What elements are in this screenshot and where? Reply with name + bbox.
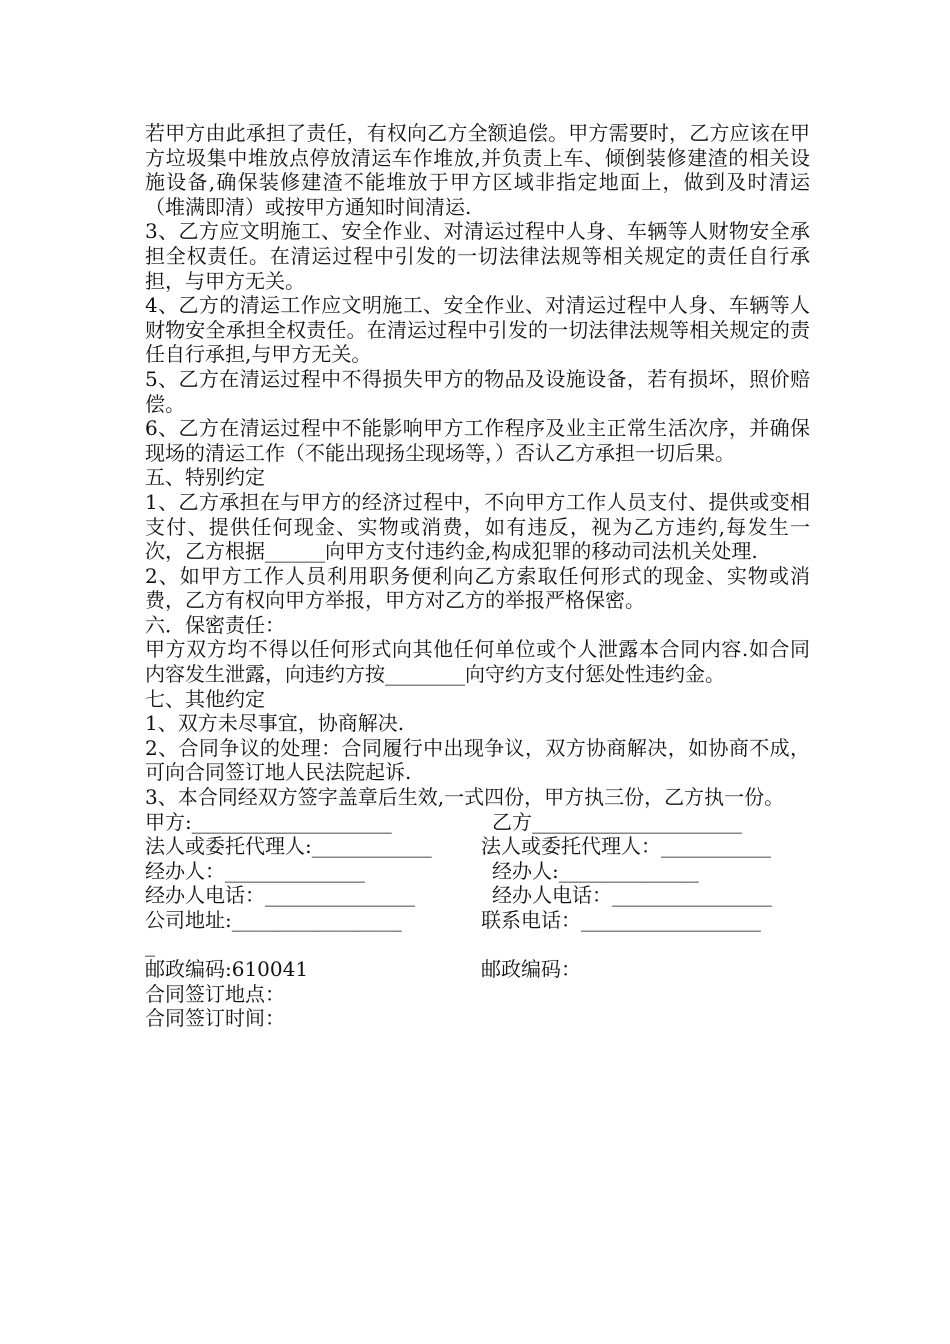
signature-block bbox=[145, 810, 810, 1031]
handler-phone-b-field: 经办人电话：________________ bbox=[492, 883, 772, 908]
signature-row-parties bbox=[145, 810, 810, 835]
legal-rep-a-field: 法人或委托代理人:____________ bbox=[145, 834, 432, 859]
handler-phone-a-field: 经办人电话：_______________ bbox=[145, 883, 415, 908]
clause-5-1: 1、乙方承担在与甲方的经济过程中，不向甲方工作人员支付、提供或变相支付、提供任何现金、实物或消费，如有违反，视为乙方违约,每发生一次，乙方根据______向甲方支付违约金,构成犯罪的移动司法机关处理. bbox=[145, 489, 810, 564]
signature-row-address bbox=[145, 908, 810, 933]
sign-time-field: 合同签订时间： bbox=[145, 1006, 285, 1031]
section-heading-confidentiality: 六．保密责任： bbox=[145, 612, 285, 637]
section-heading-special-terms: 五、特别约定 bbox=[145, 465, 265, 490]
handler-a-field: 经办人：______________ bbox=[145, 858, 365, 883]
party-a-field: 甲方:____________________ bbox=[145, 809, 392, 834]
signature-row-postcode bbox=[145, 957, 810, 982]
section-heading-other-terms: 七、其他约定 bbox=[145, 686, 265, 711]
contact-phone-b-field: 联系电话：__________________ bbox=[481, 908, 761, 932]
signature-row-handler bbox=[145, 859, 810, 884]
clause-4-5: 5、乙方在清运过程中不得损失甲方的物品及设施设备，若有损坏，照价赔偿。 bbox=[145, 366, 810, 416]
signature-row-sign-place bbox=[145, 982, 810, 1007]
signature-wrap-underscore: _ bbox=[145, 932, 155, 957]
clause-7-3: 3、本合同经双方签字盖章后生效,一式四份，甲方执三份，乙方执一份。 bbox=[145, 785, 785, 810]
clause-5-2: 2、如甲方工作人员利用职务便利向乙方索取任何形式的现金、实物或消费，乙方有权向甲方举报，甲方对乙方的举报严格保密。 bbox=[145, 563, 810, 613]
clause-4-3: 3、乙方应文明施工、安全作业、对清运过程中人身、车辆等人财物安全承担全权责任。在清运过程中引发的一切法律法规等相关规定的责任自行承担，与甲方无关。 bbox=[145, 219, 810, 293]
clause-4-6: 6、乙方在清运过程中不能影响甲方工作程序及业主正常生活次序，并确保现场的清运工作（不能出现扬尘现场等，）否认乙方承担一切后果。 bbox=[145, 416, 810, 465]
signature-row-legal-rep bbox=[145, 834, 810, 859]
postcode-a-field: 邮政编码:610041 bbox=[145, 957, 309, 982]
clause-7-2: 2、合同争议的处理：合同履行中出现争议，双方协商解决，如协商不成，可向合同签订地人民法院起诉. bbox=[145, 735, 810, 785]
contract-page bbox=[145, 121, 810, 1031]
paragraph-liability-continuation: 若甲方由此承担了责任，有权向乙方全额追偿。甲方需要时，乙方应该在甲方垃圾集中堆放点停放清运车作堆放,并负责上车、倾倒装修建渣的相关设施设备,确保装修建渣不能堆放于甲方区域非指定地面上，做到及时清运（堆满即清）或按甲方通知时间清运. bbox=[145, 121, 810, 219]
sign-place-field: 合同签订地点： bbox=[145, 981, 285, 1006]
signature-row-handler-phone bbox=[145, 883, 810, 908]
signature-row-sign-time bbox=[145, 1006, 810, 1031]
party-b-field: 乙方_____________________ bbox=[492, 809, 742, 834]
handler-b-field: 经办人:______________ bbox=[492, 858, 699, 883]
legal-rep-b-field: 法人或委托代理人：___________ bbox=[481, 834, 771, 859]
clause-7-1: 1、双方未尽事宜，协商解决. bbox=[145, 711, 405, 736]
postcode-b-field: 邮政编码： bbox=[481, 957, 581, 982]
clause-6-text: 甲方双方均不得以任何形式向其他任何单位或个人泄露本合同内容.如合同内容发生泄露，向违约方按________向守约方支付惩处性违约金。 bbox=[145, 637, 810, 687]
clause-4-4: 4、乙方的清运工作应文明施工、安全作业、对清运过程中人身、车辆等人财物安全承担全权责任。在清运过程中引发的一切法律法规等相关规定的责任自行承担,与甲方无关。 bbox=[145, 293, 810, 367]
company-address-a-field: 公司地址:_________________ bbox=[145, 908, 402, 932]
